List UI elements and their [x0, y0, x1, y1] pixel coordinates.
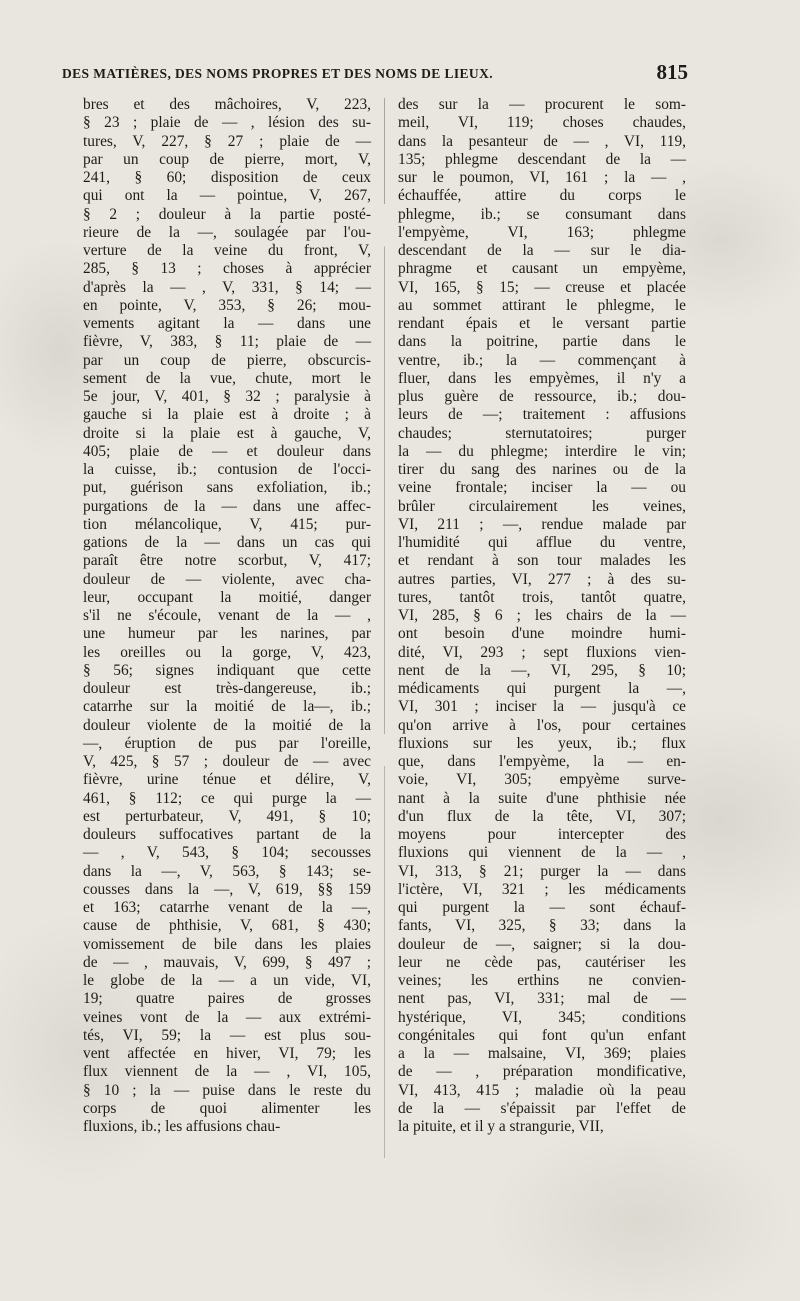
text-line: tirer du sang des narines ou de la [398, 461, 686, 478]
text-line: descendant de la — sur le dia- [398, 242, 686, 259]
text-line: phragme et causant un empyème, [398, 260, 686, 278]
text-line: par un coup de pierre, mort, V, [83, 150, 371, 168]
text-line: de — , préparation mondificative, [398, 1063, 686, 1081]
text-line: dans la pesanteur de — , VI, 119, [398, 132, 686, 150]
text-line: fièvre, urine ténue et délire, V, [83, 771, 371, 789]
text-line: veines; les erthins ne convien- [398, 972, 686, 989]
text-line: l'empyème, VI, 163; phlegme [398, 223, 686, 241]
text-line: l'humidité qui afflue du ventre, [398, 534, 686, 551]
text-line: est perturbateur, V, 491, § 10; [83, 807, 371, 825]
text-line: la — du phlegme; interdire le vin; [398, 442, 686, 460]
text-line: vements agitant la — dans une [83, 315, 371, 332]
text-line: paraît être notre scorbut, V, 417; [83, 552, 371, 570]
text-line: VI, 165, § 15; — creuse et placée [398, 278, 686, 296]
text-line: autres parties, VI, 277 ; à des su- [398, 570, 686, 588]
text-line: tés, VI, 59; la — est plus sou- [83, 1026, 371, 1044]
text-line: fièvre, V, 383, § 11; plaie de — [83, 333, 371, 351]
text-line: VI, 413, 415 ; maladie où la peau [398, 1081, 686, 1099]
text-line: dans la poitrine, partie dans le [398, 333, 686, 351]
text-line: a la — malsaine, VI, 369; plaies [398, 1045, 686, 1062]
page-number: 815 [656, 60, 688, 84]
text-line: veines vont de la — aux extrémi- [83, 1008, 371, 1026]
text-line: douleur violente de la moitié de la [83, 716, 371, 734]
text-line: moyens pour intercepter des [398, 826, 686, 843]
text-line: brûler circulairement les veines, [398, 497, 686, 515]
text-line: § 23 ; plaie de — , lésion des su- [83, 114, 371, 132]
text-line: qui ont la — pointue, V, 267, [83, 187, 371, 205]
text-line: des sur la — procurent le som- [398, 96, 686, 113]
text-line: sur le poumon, VI, 161 ; la — , [398, 169, 686, 186]
text-line: voie, VI, 305; empyème surve- [398, 771, 686, 789]
text-line: qui purgent la — sont échauf- [398, 899, 686, 916]
text-line: flux viennent de la — , VI, 105, [83, 1063, 371, 1081]
text-line: douleur est très-dangereuse, ib.; [83, 680, 371, 697]
text-line: fluxions sur les yeux, ib.; flux [398, 734, 686, 752]
text-line: le globe de la — a un vide, VI, [83, 972, 371, 989]
text-line: vent affectée en hiver, VI, 79; les [83, 1045, 371, 1062]
text-line: fluer, dans les empyèmes, il n'y a [398, 369, 686, 387]
text-line: rendant épais et le versant partie [398, 315, 686, 332]
text-line: nent de la —, VI, 295, § 10; [398, 661, 686, 679]
text-line: dans la —, V, 563, § 143; se- [83, 862, 371, 880]
text-line: put, guérison sans exfoliation, ib.; [83, 479, 371, 497]
text-line: meil, VI, 119; choses chaudes, [398, 114, 686, 132]
text-line: sement de la vue, chute, mort le [83, 369, 371, 387]
text-line: cause de phthisie, V, 681, § 430; [83, 917, 371, 935]
text-line: la cuisse, ib.; contusion de l'occi- [83, 461, 371, 478]
text-line: ont besoin d'une moindre humi- [398, 625, 686, 643]
text-line: s'il ne s'écoule, venant de la — , [83, 607, 371, 624]
text-line: nant à la suite d'une phthisie née [398, 789, 686, 807]
text-line: d'après la — , V, 331, § 14; — [83, 278, 371, 296]
text-line: par un coup de pierre, obscurcis- [83, 351, 371, 369]
text-line: échauffée, attire du corps le [398, 187, 686, 205]
text-line: chaudes; sternutatoires; purger [398, 424, 686, 442]
text-line: douleur de — violente, avec cha- [83, 570, 371, 588]
text-line: corps de quoi alimenter les [83, 1099, 371, 1117]
text-line: VI, 285, § 6 ; les chairs de la — [398, 607, 686, 624]
text-line: VI, 313, § 21; purger la — dans [398, 862, 686, 880]
running-header [62, 60, 688, 86]
text-line: 405; plaie de — et douleur dans [83, 442, 371, 460]
text-line: qu'on arrive à l'os, pour certaines [398, 716, 686, 734]
text-line: fluxions, ib.; les affusions chau- [83, 1118, 281, 1135]
text-line: dité, VI, 293 ; sept fluxions vien- [398, 643, 686, 661]
text-line: droite si la plaie est à gauche, V, [83, 424, 371, 442]
text-line: catarrhe sur la moitié de la—, ib.; [83, 698, 371, 716]
text-line: hystérique, VI, 345; conditions [398, 1008, 686, 1026]
text-line: les oreilles ou la gorge, V, 423, [83, 643, 371, 661]
text-line: leur ne cède pas, cautériser les [398, 953, 686, 971]
text-line: tures, tantôt trois, tantôt quatre, [398, 588, 686, 606]
text-line: fluxions qui viennent de la — , [398, 844, 686, 862]
text-line: 19; quatre paires de grosses [83, 990, 371, 1008]
text-line: purgations de la — dans une affec- [83, 497, 371, 515]
text-line: VI, 301 ; inciser la — jusqu'à ce [398, 698, 686, 716]
header-title: DES MATIÈRES, DES NOMS PROPRES ET DES NOMS DE LIEUX. [62, 66, 494, 81]
text-line: V, 425, § 57 ; douleur de — avec [83, 753, 371, 770]
text-line: et 163; catarrhe venant de la —, [83, 899, 371, 916]
text-line: médicaments qui purgent la —, [398, 680, 686, 697]
text-line: douleur de —, saigner; si la dou- [398, 935, 686, 953]
text-line: que, dans l'empyème, la — en- [398, 753, 686, 770]
text-line: rieure de la —, soulagée par l'ou- [83, 223, 371, 241]
text-line: cousses dans la —, V, 619, §§ 159 [83, 880, 371, 898]
text-line: leurs de —; traitement : affusions [398, 406, 686, 424]
text-line: bres et des mâchoires, V, 223, [83, 96, 371, 113]
text-line: 461, § 112; ce qui purge la — [83, 789, 371, 807]
text-line: de la — s'épaissit par l'effet de [398, 1099, 686, 1117]
text-line: de — , mauvais, V, 699, § 497 ; [83, 953, 371, 971]
text-line: et rendant à son tour malades les [398, 552, 686, 570]
text-line: fants, VI, 325, § 33; dans la [398, 917, 686, 935]
left-column [83, 96, 371, 1136]
text-line: tures, V, 227, § 27 ; plaie de — [83, 132, 371, 150]
text-line: 135; phlegme descendant de la — [398, 150, 686, 168]
text-line: § 10 ; la — puise dans le reste du [83, 1081, 371, 1099]
text-line: — , V, 543, § 104; secousses [83, 844, 371, 862]
text-line: leur, occupant la moitié, danger [83, 588, 371, 606]
text-line: une humeur par les narines, par [83, 625, 371, 643]
text-line: nent pas, VI, 331; mal de — [398, 990, 686, 1008]
text-line: § 56; signes indiquant que cette [83, 661, 371, 679]
text-line: veine frontale; inciser la — ou [398, 479, 686, 497]
text-line: § 2 ; douleur à la partie posté- [83, 205, 371, 223]
text-line: verture de la veine du front, V, [83, 242, 371, 259]
text-line: 5e jour, V, 401, § 32 ; paralysie à [83, 388, 371, 405]
text-line: 285, § 13 ; choses à apprécier [83, 260, 371, 278]
text-line: d'un flux de la tête, VI, 307; [398, 807, 686, 825]
column-divider [384, 98, 385, 1158]
text-line: congénitales qui font qu'un enfant [398, 1026, 686, 1044]
text-line: au sommet attirant le phlegme, le [398, 296, 686, 314]
right-column [398, 96, 686, 1136]
text-line: gations de la — dans un cas qui [83, 534, 371, 551]
text-line: tion mélancolique, V, 415; pur- [83, 515, 371, 533]
text-line: vomissement de bile dans les plaies [83, 935, 371, 953]
text-line: —, éruption de pus par l'oreille, [83, 734, 371, 752]
text-line: la pituite, et il y a strangurie, VII, [398, 1118, 604, 1135]
text-line: plus guère de ressource, ib.; dou- [398, 388, 686, 405]
text-line: phlegme, ib.; se consumant dans [398, 205, 686, 223]
text-line: en pointe, V, 353, § 26; mou- [83, 296, 371, 314]
text-line: ventre, ib.; la — commençant à [398, 351, 686, 369]
text-line: 241, § 60; disposition de ceux [83, 169, 371, 186]
text-line: gauche si la plaie est à droite ; à [83, 406, 371, 424]
text-line: l'ictère, VI, 321 ; les médicaments [398, 880, 686, 898]
text-line: VI, 211 ; —, rendue malade par [398, 515, 686, 533]
text-line: douleurs suffocatives partant de la [83, 826, 371, 843]
